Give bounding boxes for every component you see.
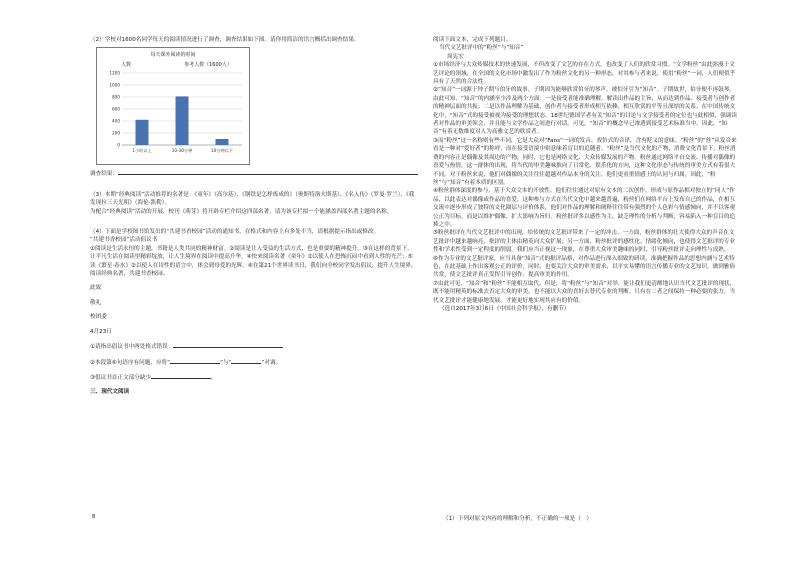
q4-text: （4）下面是学校图书馆发出的“共建书香校园”活动的通知书，在格式和内容上有多处不当，请根据提示指出或修改。: [90, 229, 380, 236]
article-source: （选自2017年3月6日《中国社会科学报》，有删节）: [439, 306, 570, 312]
notice-title: “共建书香校园”活动倡议书: [90, 237, 158, 244]
article-author: 周宪宏: [447, 53, 464, 60]
bar: [216, 139, 229, 145]
article-paragraph-3: ③而“粉丝”这一名称则有些不同，它是大众对“Fans”一词的发音、戏仿式的音译，含有贬义的意味。“粉丝”的“丝”从发音来看是一种对“爱好者”的称呼，而在接受语境中则意味着盲目的追随者。“粉丝”是当代文化的产物，消费文化背景下，粉丝消费的内容正是偶像及其周边的产物，同时，它也是网络文化、大众传媒发展的产物。粉丝通过网络平台交流、传播对偶像的喜爱与热情，这一群体的出现，将当代的审美趣味推向了日常化、娱乐化的方向，这种文化形态与传统的审美方式有着很大不同。对于粉丝来说，他们对偶像的关注往往超越对作品本身的关注，他们更看重情感上的认同与归属。因此，“粉丝”与“知音”有着本质的区别。: [433, 137, 737, 186]
q2-answer-line: [90, 169, 418, 178]
q4-item-2: ②本段第⑥句语序有问题，应将“ ”与“ ”对调。: [90, 359, 282, 366]
article-paragraph-2: ②“知音”一词源于钟子期与伯牙的故事。子期因为能够欣赏伯牙的琴声，被伯牙引为“知音”。子期故世，伯牙便不再鼓琴。由此可知，“知音”的内涵至少涉及两个方面：一是接受者能准确理解、解读出作品的主旨，从而达到作品、接受者与创作者的精神层面的共振；二是以作品理解为基础，创作者与接受者形成相互依赖、相互欣赏的平等且深厚的关系。在中国传统文化中，“知音”式的接受被视为接受的理想状态。18世纪德国学者有关“知音”的讨论与文学接受者的定位也与此相似，强调读者对作品的审美领会，并且能与文学作品之间进行对话。可见，“知音”的概念早已渗透到接受艺术标准当中。因此，“知音”有着无数维度对人为高雅文艺的欣赏者。: [433, 87, 737, 136]
right-column: [433, 36, 738, 313]
x-tick-label: 10分钟以下: [210, 148, 234, 154]
notice-sign-3: 校团委: [90, 314, 107, 321]
page-number: 8: [92, 514, 96, 520]
y-tick-label: 400: [112, 119, 120, 125]
q4-item-2-blank-a[interactable]: [170, 358, 220, 364]
q4-item-2-blank-b[interactable]: [231, 358, 261, 364]
y-tick-label: 0: [117, 143, 120, 149]
q3-text: （3）本期“经典阅读”活动推荐的名著是：《童年》（高尔基）、《钢铁是怎样炼成的》（奥斯特洛夫斯基）、《名人传》（罗曼·罗兰）、《我发现拉三天光明》（海伦·凯勒）。: [90, 191, 415, 207]
article-paragraph-5: ⑤粉丝批评在当代文艺批评中的出现，给传统的文艺批评带来了一定的冲击。一方面，粉丝群体的壮大使得大众的声音在文艺批评中越来越响亮，批评的主体由精英向大众扩展；另一方面，粉丝批评的感性化、情绪化倾向，也使得文艺批评的专业性和学术性受到一定程度的削弱。我们应当正视这一现象，在尊重大众审美趣味的同时，引导粉丝批评走向理性与成熟。: [433, 230, 736, 254]
bar: [176, 97, 189, 146]
x-tick-label: 10-30分钟: [171, 148, 193, 154]
notice-sign-1: 此致: [90, 285, 102, 292]
reading-intro: 阅读下面文本，完成下列题目。: [433, 37, 512, 43]
notice-sign-2: 敬礼: [90, 299, 102, 306]
q4-item-3-blank[interactable]: [151, 373, 211, 379]
article-paragraph-4: ④粉丝群体深度的参与，基于大众文本的开放性，他们往往通过对原有文本的二次创作，形成与原作品相对独立的“同人”作品，以此表达对偶像或作品的喜爱。这种参与方式在当代文化中越来越普遍，粉丝们在网络平台上发布自己的作品，在相互交流中逐步形成了独特的文化圈层与评价体系，他们对作品的理解和阐释往往带有强烈的个人色彩与情感倾向，并不以客观公正为目标，而是以维护偶像、扩大影响为旨归。粉丝批评多以感性为主，缺乏理性的分析与判断，容易陷入一种盲目的追捧之中。: [433, 188, 736, 228]
x-tick-label: 1小时以上: [132, 148, 152, 154]
article-paragraph-6: ⑥作为专业的文艺批评家，应当具备“知音”式的批评品格，对作品进行深入细致的研读，准确把握作品的思想内涵与艺术特色，在此基础上作出客观公正的评价，同时，也要关注大众的审美需求，以平实易懂的语言传播专业的文艺知识，做到雅俗共赏，使文艺批评真正发挥引导创作、提高审美的作用。: [433, 255, 736, 279]
y-tick-label: 200: [112, 131, 120, 137]
bar: [136, 120, 149, 145]
y-tick-label: 1200: [109, 71, 120, 77]
chart-annotation: 参考人数（1600人）: [184, 62, 232, 69]
article-paragraph-1: ①市场经济与大众传媒技术的快速发展，不但改变了文艺的存在方式，也改变了人们的欣赏习惯。“文学粉丝”由此弥漫于文艺评论的领域，在全国的文化市场中激发出了作为粉丝文化的另一种形态，对其参与者来说，使用“粉丝”一词，人们便似乎具有了天然的合法性。: [433, 62, 736, 86]
q2-intro: （2）学校对1600名同学每天的阅读情况进行了调查，调查结果如下图。请你用简洁的语言概括出调查结果。: [90, 37, 360, 43]
reading-time-chart: [96, 47, 250, 165]
notice-date: 4月23日: [90, 328, 112, 335]
section-three-heading: 三、现代文阅读: [90, 389, 130, 396]
q2-answer-blank[interactable]: [118, 169, 418, 175]
bar-chart-svg: [96, 47, 250, 165]
q2-answer-label: 调查结果：: [90, 171, 118, 178]
question-1: （1）下列对原文内容的理解和分析，不正确的一项是（ ）: [443, 516, 592, 522]
q4-item-1-blank[interactable]: [173, 342, 283, 348]
chart-unit-label: 人数: [120, 62, 132, 69]
q3-task: 为配合“经典阅读”活动的开展，校刊《萌芽》将开辟专栏介绍这四部名著，请为该专栏拟一个能涵盖四部名著主题的名称。: [90, 208, 393, 215]
left-column: [90, 36, 418, 397]
y-tick-label: 600: [112, 107, 120, 113]
y-tick-label: 1000: [109, 83, 120, 89]
q4-item-3: ③倡议书首正文部分缺少 。: [90, 374, 217, 381]
chart-title: 每天课外阅读的时间: [150, 52, 196, 59]
article-paragraph-7: ⑦由此可见，“知音”和“粉丝”不能相互取代。但是，将“粉丝”与“知音”对举，能让我们更清醒地认识当代文艺批评的现状，既不能用精英的标准去否定大众的审美，也不能以大众的喜好去替代专业的判断。只有在二者之间保持一种必要的张力，当代文艺批评才能健康地发展，才能更好地实现其应有的价值。: [433, 280, 736, 304]
y-tick-label: 800: [112, 95, 120, 101]
article-title: 当代文艺批评中的“粉丝”与“知音”: [439, 45, 524, 52]
q4-item-1: ①请指出倡议书中两处格式错误：: [90, 342, 418, 351]
notice-body: ①阅读是生活永恒的主题，书籍是人类共同的精神财富。②阅读是让人受益的生活方式，也是重要的精神提升。③在这样的背景下，让平凡生活在阅读里精彩绽放，让人生境界在阅读中提高升华。④快来阅读名著《童年》②以使人在恐怖沉闷中看到人性的光芒；⑤读《繁星·春水》②以使人在诗性的语言中，体会到母爱的光辉。⑥在第21个世界读书日，我们向全校同学发出倡议，提升人生境界，阅读经典名著，共建书香校园。: [90, 245, 417, 278]
